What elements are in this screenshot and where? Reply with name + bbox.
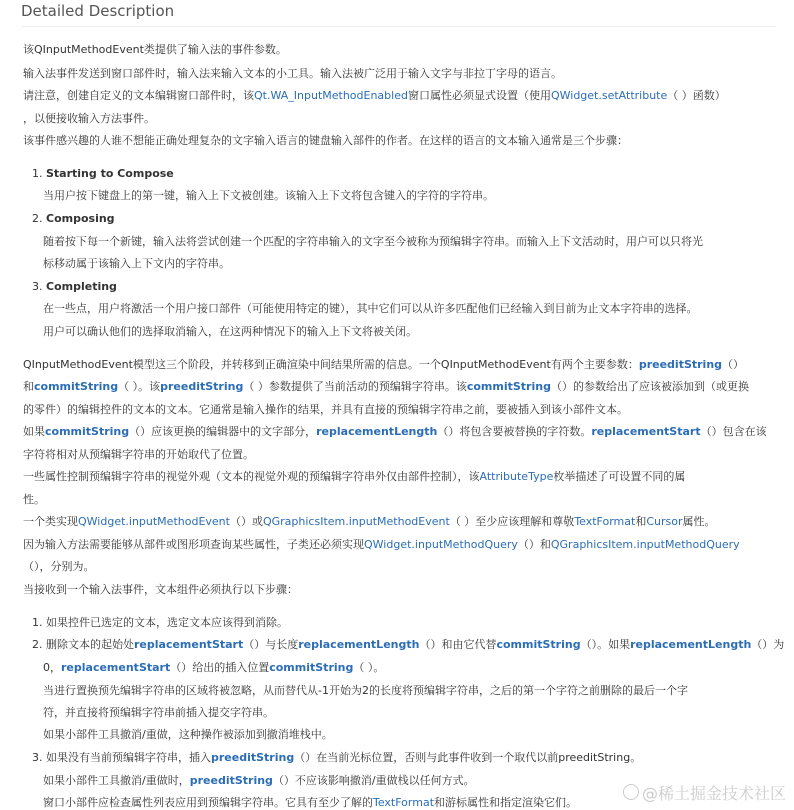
text-run: 标移动属于该输入上下文内的字符串。	[43, 257, 230, 270]
text-run: 因为输入方法需要能够从部件或图形项查询某些属性，子类还必须实现	[23, 538, 364, 551]
text-line	[43, 302, 698, 315]
text-run: 字符将相对从预编辑字符串的开始取代了位置。	[23, 448, 254, 461]
text-run: 请注意，创建自定义的文本编辑窗口部件时，该	[23, 89, 254, 102]
text-line	[23, 403, 628, 416]
text-line	[23, 380, 749, 393]
text-run: （）不应该影响撤消/重做栈以任何方式。	[272, 774, 475, 787]
text-run: 属性。	[682, 515, 716, 528]
text-run: （）和由它代替	[419, 638, 497, 651]
doc-link[interactable]: preeditString	[211, 751, 295, 764]
text-line	[32, 280, 117, 293]
doc-link[interactable]: Cursor	[646, 515, 683, 528]
title-divider	[21, 26, 776, 27]
text-run: （）给出的插入位置	[170, 661, 270, 674]
text-run: 1. 如果控件已选定的文本，选定文本应该得到消除。	[32, 616, 288, 629]
doc-link[interactable]: replacementStart	[134, 638, 244, 651]
doc-link[interactable]: commitString	[496, 638, 581, 651]
text-run: （ ）至少应该理解和尊敬	[449, 515, 575, 528]
doc-link[interactable]: replacementLength	[298, 638, 420, 651]
text-line	[23, 67, 562, 80]
doc-link[interactable]: replacementLength	[316, 425, 438, 438]
doc-link[interactable]: preeditString	[638, 358, 723, 371]
text-run: 如果小部件工具撤消/重做时，	[43, 774, 190, 787]
doc-link[interactable]: TextFormat	[373, 796, 435, 809]
text-run: 当用户按下键盘上的第一键，输入上下文被创建。该输入上下文将包含键入的字符的字符串。	[43, 189, 494, 202]
text-line	[23, 538, 740, 551]
text-line	[43, 325, 417, 338]
doc-link[interactable]: TextFormat	[574, 515, 636, 528]
text-run: 当进行置换预先编辑字符串的区域将被忽略，从而替代从-1开始为2的长度将预编辑字符串，之后的第一个字符之前删除的最后一个字	[43, 684, 688, 697]
text-run: 输入法事件发送到窗口部件时，输入法来输入文本的小工具。输入法被广泛用于输入文字与非拉丁字母的语言。	[23, 67, 562, 80]
doc-link[interactable]: commitString	[34, 380, 119, 393]
text-line	[23, 470, 685, 483]
text-line	[23, 493, 45, 506]
text-run: 和	[23, 380, 34, 393]
text-run: 的零件）的编辑控件的文本的文本。它通常是输入操作的结果，并具有直接的预编辑字符串之前，要被插入到该小部件文本。	[23, 403, 628, 416]
doc-link[interactable]: QWidget.inputMethodQuery	[364, 538, 518, 551]
text-run: 性。	[23, 493, 45, 506]
text-line	[43, 684, 688, 697]
text-run: （）或	[229, 515, 263, 528]
doc-link[interactable]: QWidget.setAttribute	[550, 89, 668, 102]
doc-link[interactable]: replacementStart	[61, 661, 171, 674]
doc-link[interactable]: replacementStart	[591, 425, 701, 438]
section-title: Detailed Description	[21, 2, 175, 20]
text-line	[23, 43, 287, 56]
text-line	[43, 661, 384, 674]
text-line	[43, 728, 333, 741]
text-run: 当接收到一个输入法事件，文本组件必须执行以下步骤：	[23, 583, 298, 596]
text-run: 和	[635, 515, 647, 528]
step-heading: Completing	[46, 280, 117, 293]
text-run: 在一些点，用户将激活一个用户接口部件（可能使用特定的键），其中它们可以从许多匹配他们已经输入到目前为止文本字符串的选择。	[43, 302, 698, 315]
doc-link[interactable]: QWidget.inputMethodEvent	[78, 515, 230, 528]
watermark	[623, 781, 786, 804]
text-run: 一些属性控制预编辑字符串的视觉外观（文本的视觉外观的预编辑字符串外仅由部件控制），该	[23, 470, 480, 483]
text-run: 该QInputMethodEvent类提供了输入法的事件参数。	[23, 43, 287, 56]
doc-link[interactable]: commitString	[466, 380, 551, 393]
text-run: （ ）。	[353, 661, 385, 674]
step-heading: Composing	[46, 212, 115, 225]
text-run: 枚举描述了可设置不同的属	[553, 470, 686, 483]
text-run: （）将包含要被替换的字符数。	[437, 425, 592, 438]
text-line	[32, 616, 288, 629]
text-line	[23, 448, 254, 461]
text-run: 如果小部件工具撤消/重做，这种操作被添加到撤消堆栈中。	[43, 728, 333, 741]
text-line	[43, 257, 230, 270]
text-run: 窗口小部件应检查属性列表应用到预编辑字符串。它具有至少了解的	[43, 796, 373, 809]
text-run: （）的参数给出了应该被添加到（或更换	[550, 380, 749, 393]
text-line	[43, 189, 494, 202]
doc-link[interactable]: replacementLength	[630, 638, 752, 651]
text-run: （）在当前光标位置，否则与此事件收到一个取代以前preeditString。	[294, 751, 642, 764]
text-run: （ ）函数）	[667, 89, 726, 102]
watermark-text: @稀土掘金技术社区	[641, 784, 786, 803]
text-line	[23, 583, 298, 596]
text-run: 一个类实现	[23, 515, 78, 528]
text-line	[43, 235, 703, 248]
text-run: 3. 如果没有当前预编辑字符串，插入	[32, 751, 211, 764]
step-heading: Starting to Compose	[46, 167, 174, 180]
text-run: （）和	[517, 538, 551, 551]
text-line	[32, 638, 784, 651]
text-line	[23, 134, 628, 147]
text-line	[32, 167, 174, 180]
watermark-logo-icon	[623, 784, 639, 800]
text-line	[23, 560, 95, 573]
text-run: （ ）参数提供了当前活动的预编辑字符串。该	[243, 380, 467, 393]
text-run: 随着按下每一个新键，输入法将尝试创建一个匹配的字符串输入的文字至今被称为预编辑字符串。而输入上下文活动时，用户可以只将光	[43, 235, 703, 248]
doc-link[interactable]: Qt.WA_InputMethodEnabled	[254, 89, 408, 102]
text-run: （）	[722, 358, 745, 371]
doc-link[interactable]: AttributeType	[479, 470, 554, 483]
text-line	[23, 89, 726, 102]
text-run: （），分别为。	[23, 560, 95, 573]
text-run: （）为	[751, 638, 785, 651]
text-run: 3.	[32, 280, 46, 293]
doc-link[interactable]: preeditString	[160, 380, 244, 393]
doc-link[interactable]: QGraphicsItem.inputMethodQuery	[550, 538, 740, 551]
text-run: 2.	[32, 212, 46, 225]
text-run: QInputMethodEvent模型这三个阶段，并转移到正确渲染中间结果所需的信息。一个QInputMethodEvent有两个主要参数：	[23, 358, 639, 371]
text-run: 0，	[43, 661, 61, 674]
text-run: 和游标属性和指定渲染它们。	[434, 796, 578, 809]
text-run: （）包含在该	[700, 425, 767, 438]
text-run: 窗口属性必须显式设置（使用	[407, 89, 551, 102]
doc-link[interactable]: commitString	[45, 425, 130, 438]
text-run: 符，并直接将预编辑字符串前插入提交字符串。	[43, 706, 274, 719]
text-line	[43, 774, 475, 787]
text-run: （ ）。该	[118, 380, 161, 393]
doc-link[interactable]: commitString	[269, 661, 354, 674]
text-run: （）应该更换的编辑器中的文字部分，	[129, 425, 317, 438]
text-run: 2. 删除文本的起始处	[32, 638, 134, 651]
text-line	[32, 751, 641, 764]
text-line	[23, 358, 744, 371]
text-line	[43, 706, 274, 719]
text-run: 该事件感兴趣的人谁不想能正确处理复杂的文字输入语言的键盘输入部件的作者。在这样的语言的文本输入通常是三个步骤：	[23, 134, 628, 147]
text-line	[23, 425, 767, 438]
doc-link[interactable]: preeditString	[189, 774, 273, 787]
text-run: （）与长度	[243, 638, 299, 651]
text-run: 如果	[23, 425, 45, 438]
text-run: 1.	[32, 167, 46, 180]
doc-link[interactable]: QGraphicsItem.inputMethodEvent	[262, 515, 450, 528]
text-run: 用户可以确认他们的选择取消输入，在这两种情况下的输入上下文将被关闭。	[43, 325, 417, 338]
text-run: （）。如果	[580, 638, 631, 651]
text-line	[43, 796, 577, 809]
text-line	[23, 112, 155, 125]
text-run: ，以便接收输入方法事件。	[23, 112, 155, 125]
text-line	[23, 515, 716, 528]
text-line	[32, 212, 115, 225]
